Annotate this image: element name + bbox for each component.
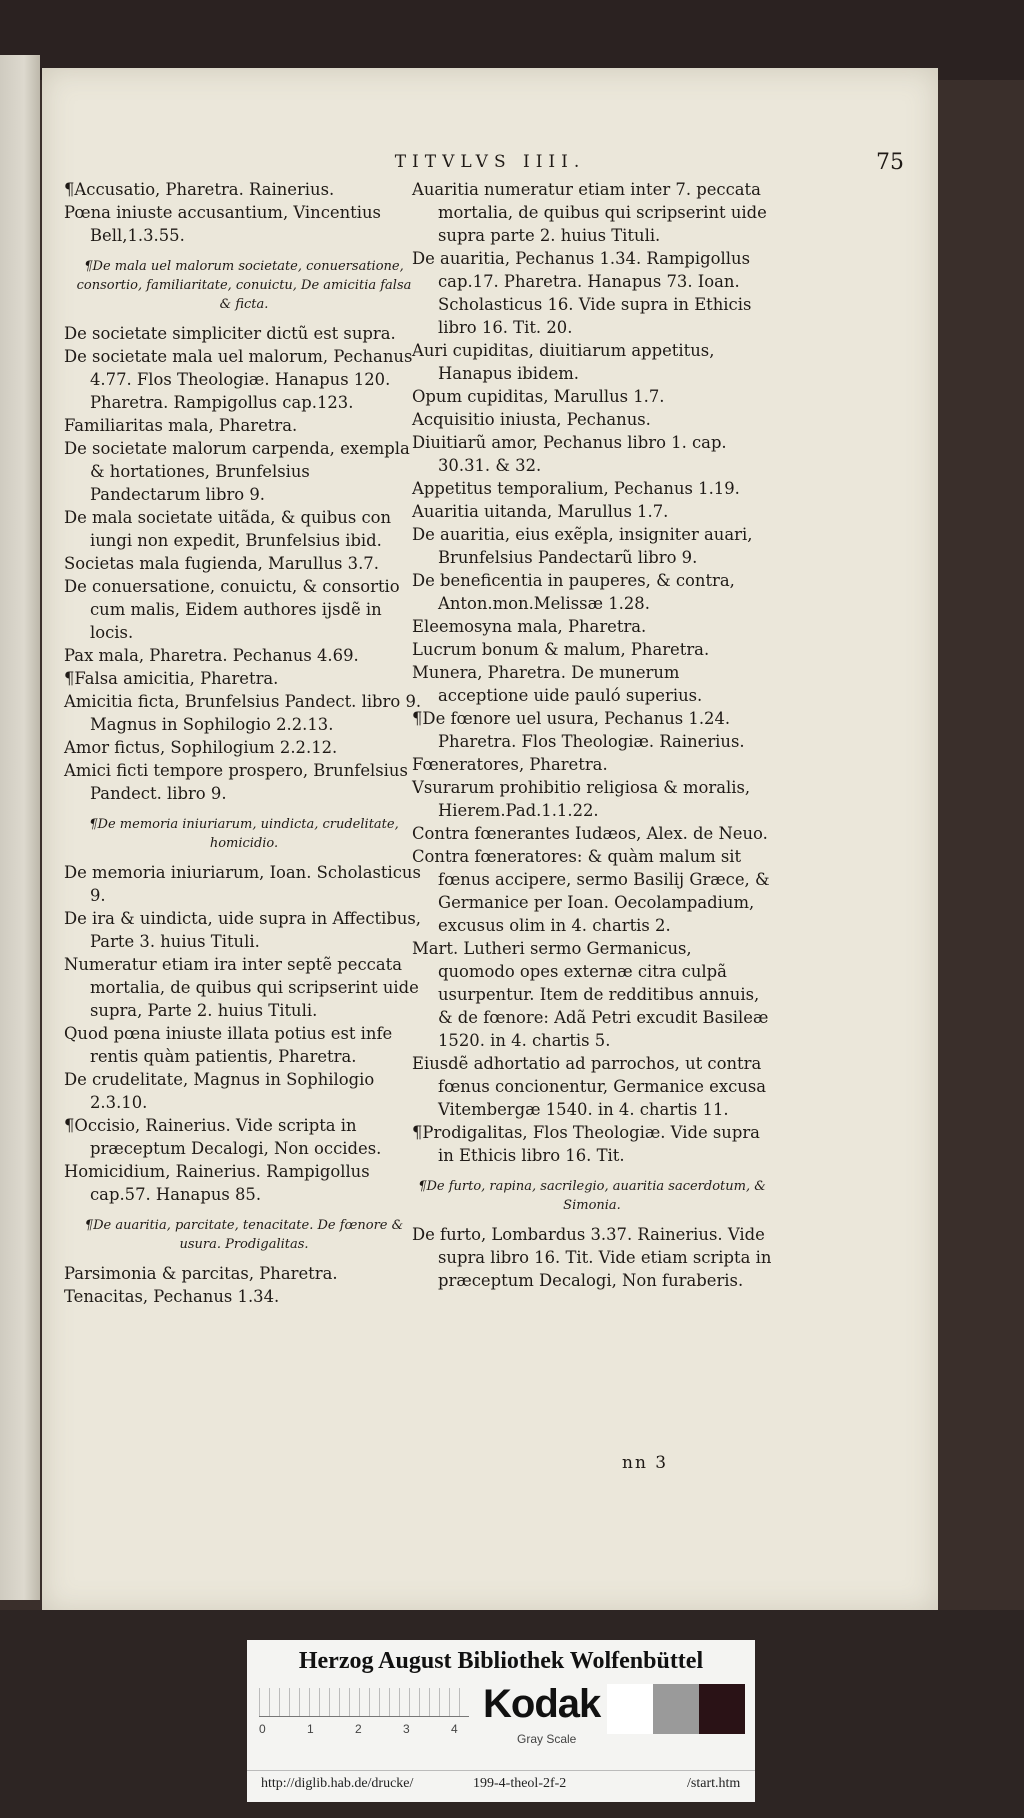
index-entry: De ira & uindicta, uide supra in Affectibus, Parte 3. huius Tituli.	[64, 909, 422, 951]
index-entry: Vsurarum prohibitio religiosa & moralis, Hierem.Pad.1.1.22.	[412, 778, 751, 820]
index-entry: Pax mala, Pharetra. Pechanus 4.69.	[64, 646, 359, 665]
section-heading: ¶De auaritia, parcitate, tenacitate. De fœnore & usura. Prodigalitas.	[84, 1218, 404, 1252]
index-entry: Pœna iniuste accusantium, Vincentius Bell,1.3.55.	[64, 203, 381, 245]
index-entry: Munera, Pharetra. De munerum acceptione uide pauló superius.	[412, 663, 703, 705]
index-entry: De memoria iniuriarum, Ioan. Scholasticus 9.	[64, 863, 421, 905]
index-entry: Societas mala fugienda, Marullus 3.7.	[64, 554, 379, 573]
index-entry: Auaritia numeratur etiam inter 7. peccata mortalia, de quibus qui scripserint uide supra parte 2. huius Tituli.	[412, 180, 767, 245]
index-entry: ¶Falsa amicitia, Pharetra.	[64, 669, 279, 688]
gray-patch-dark	[699, 1684, 745, 1734]
index-entry: Amici ficti tempore prospero, Brunfelsius Pandect. libro 9.	[64, 761, 408, 803]
kodak-logo: Kodak	[483, 1682, 601, 1726]
page-number: 75	[876, 150, 904, 175]
index-entry: Lucrum bonum & malum, Pharetra.	[412, 640, 710, 659]
book-page	[42, 68, 938, 1613]
scale-number: 3	[403, 1722, 410, 1736]
index-entry: Familiaritas mala, Pharetra.	[64, 416, 298, 435]
index-entry: Numeratur etiam ira inter septẽ peccata mortalia, de quibus qui scripserint uide supra, Parte 2. huius Tituli.	[64, 955, 419, 1020]
gray-patch-white	[607, 1684, 653, 1734]
index-entry: Contra fœneratores: & quàm malum sit fœnus accipere, sermo Basilij Græce, & Germanice per Ioan. Oecolampadium, excusus olim in 4. chartis 2.	[412, 847, 770, 935]
index-entry: Fœneratores, Pharetra.	[412, 755, 608, 774]
previous-page-edge	[0, 55, 40, 1600]
index-entry: Amicitia ficta, Brunfelsius Pandect. libro 9. Magnus in Sophilogio 2.2.13.	[64, 692, 422, 734]
index-entry: Appetitus temporalium, Pechanus 1.19.	[412, 479, 740, 498]
right-column	[412, 178, 772, 1292]
scale-number: 1	[307, 1722, 314, 1736]
index-entry: ¶Prodigalitas, Flos Theologiæ. Vide supra in Ethicis libro 16. Tit.	[412, 1123, 760, 1165]
library-title: Herzog August Bibliothek Wolfenbüttel	[298, 1648, 704, 1674]
index-entry: Contra fœnerantes Iudæos, Alex. de Neuo.	[412, 824, 768, 843]
index-entry: Tenacitas, Pechanus 1.34.	[64, 1287, 280, 1306]
index-entry: De auaritia, eius exẽpla, insigniter auari, Brunfelsius Pandectarũ libro 9.	[412, 525, 753, 567]
index-entry: De societate malorum carpenda, exempla & hortationes, Brunfelsius Pandectarum libro 9.	[64, 439, 410, 504]
start-page-link[interactable]: /start.htm	[687, 1776, 741, 1791]
index-entry: De beneficentia in pauperes, & contra, Anton.mon.Melissæ 1.28.	[412, 571, 735, 613]
section-heading: ¶De furto, rapina, sacrilegio, auaritia sacerdotum, & Simonia.	[418, 1179, 766, 1213]
index-entry: De mala societate uitãda, & quibus con iungi non expedit, Brunfelsius ibid.	[64, 508, 392, 550]
index-entry: Diuitiarũ amor, Pechanus libro 1. cap. 30.31. & 32.	[412, 433, 727, 475]
index-entry: Homicidium, Rainerius. Rampigollus cap.57. Hanapus 85.	[64, 1162, 370, 1204]
library-url-row	[247, 1770, 755, 1797]
index-entry: Quod pœna iniuste illata potius est infe rentis quàm patientis, Pharetra.	[64, 1024, 393, 1066]
gray-scale-label: Gray Scale	[517, 1732, 577, 1746]
index-entry: De furto, Lombardus 3.37. Rainerius. Vide supra libro 16. Tit. Vide etiam scripta in præceptum Decalogi, Non furaberis.	[412, 1225, 772, 1290]
scale-number: 4	[451, 1722, 458, 1736]
index-entry: De societate simpliciter dictũ est supra.	[64, 324, 396, 343]
signature-mark: nn 3	[622, 1453, 669, 1473]
gray-patch-mid	[653, 1684, 699, 1734]
gray-scale-patches	[607, 1684, 745, 1734]
scale-number: 2	[355, 1722, 362, 1736]
index-entry: Mart. Lutheri sermo Germanicus, quomodo opes externæ citra culpã usurpentur. Item de redditibus annuis, & de fœnore: Adã Petri excudit Basileæ 1520. in 4. chartis 5.	[412, 939, 769, 1050]
library-url[interactable]: http://diglib.hab.de/drucke/	[261, 1776, 414, 1791]
index-entry: Acquisitio iniusta, Pechanus.	[412, 410, 651, 429]
index-entry: Eiusdẽ adhortatio ad parrochos, ut contra fœnus concionentur, Germanice excusa Vitembergæ 1540. in 4. chartis 11.	[412, 1054, 767, 1119]
ruler-scale	[259, 1688, 469, 1717]
index-entry: Eleemosyna mala, Pharetra.	[412, 617, 647, 636]
left-column	[64, 178, 424, 1308]
index-entry: De auaritia, Pechanus 1.34. Rampigollus cap.17. Pharetra. Hanapus 73. Ioan. Scholasticus 16. Vide supra in Ethicis libro 16. Tit. 20.	[412, 249, 752, 337]
index-entry: ¶Accusatio, Pharetra. Rainerius.	[64, 180, 335, 199]
index-entry: Amor fictus, Sophilogium 2.2.12.	[64, 738, 338, 757]
section-heading: ¶De mala uel malorum societate, conuersatione, consortio, familiaritate, conuictu, De amicitia falsa & ficta.	[76, 259, 412, 312]
scale-number: 0	[259, 1722, 266, 1736]
index-entry: Auaritia uitanda, Marullus 1.7.	[412, 502, 669, 521]
index-entry: De crudelitate, Magnus in Sophilogio 2.3.10.	[64, 1070, 375, 1112]
index-entry: Parsimonia & parcitas, Pharetra.	[64, 1264, 338, 1283]
index-entry: ¶Occisio, Rainerius. Vide scripta in præceptum Decalogi, Non occides.	[64, 1116, 382, 1158]
index-entry: De societate mala uel malorum, Pechanus 4.77. Flos Theologiæ. Hanapus 120. Pharetra. Rampigollus cap.123.	[64, 347, 413, 412]
index-entry: Opum cupiditas, Marullus 1.7.	[412, 387, 665, 406]
index-entry: Auri cupiditas, diuitiarum appetitus, Hanapus ibidem.	[412, 341, 715, 383]
index-entry: De conuersatione, conuictu, & consortio cum malis, Eidem authores ijsdẽ in locis.	[64, 577, 400, 642]
section-heading: ¶De memoria iniuriarum, uindicta, crudelitate, homicidio.	[89, 817, 399, 851]
running-title: TITVLVS IIII.	[394, 152, 586, 172]
index-entry: ¶De fœnore uel usura, Pechanus 1.24. Pharetra. Flos Theologiæ. Rainerius.	[412, 709, 745, 751]
shelfmark: 199-4-theol-2f-2	[473, 1776, 567, 1791]
library-color-strip	[247, 1640, 755, 1802]
